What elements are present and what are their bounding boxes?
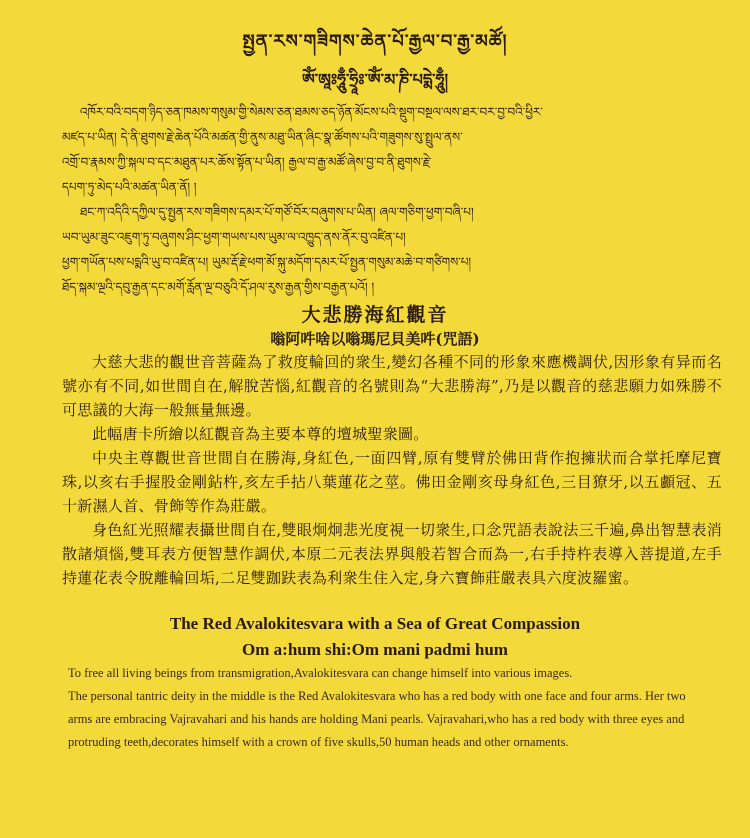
chinese-paragraph-1: 大慈大悲的觀世音菩薩為了救度輪回的衆生,變幻各種不同的形象來應機調伏,因形象有异而名號亦有不同,如世間自在,解脫苦惱,紅觀音的名號則為“大悲勝海”,乃是以觀音的慈悲願力如殊勝不可思議的大海一般無量無邊。 <box>62 353 722 419</box>
chinese-paragraph-3: 中央主尊觀世音世間自在勝海,身紅色,一面四臂,原有雙臂於佛田背作抱擁狀而合掌托摩尼寶珠,以亥右手握股金剛鉆杵,亥左手拈八葉蓮花之莖。佛田金剛亥母身紅色,三目獠牙,以五顱冠、五十新濕人首、骨飾等作為莊嚴。 <box>62 449 722 515</box>
tibetan-line: ཕྱག་གཡོན་པས་པདྨའི་ཡུ་བ་འཛིན་པ། ཡུམ་རྡོ་རྗེ་ཕག་མོ་སྐུ་མདོག་དམར་པོ་སྤྱན་གསུམ་མཆེ་བ་གཙིགས་པ། <box>62 255 472 269</box>
tibetan-title: སྤྱན་རས་གཟིགས་ཆེན་པོ་རྒྱལ་བ་རྒྱ་མཚོ། <box>242 31 508 52</box>
tibetan-line: ཡབ་ཡུམ་ཟུང་འཇུག་ཏུ་བཞུགས་ཤིང་ཕྱག་གཡས་པས་ཡུམ་ལ་འཁྱུད་ནས་ནོར་བུ་འཛིན་པ། <box>62 230 406 244</box>
tibetan-line: ཐང་ཀ་འདིའི་དཀྱིལ་དུ་སྤྱན་རས་གཟིགས་དམར་པོ་གཙོ་བོར་བཞུགས་པ་ཡིན། ཞལ་གཅིག་ཕྱག་བཞི་པ། <box>80 205 474 219</box>
english-mantra: Om a:hum shi:Om mani padmi hum <box>242 640 508 659</box>
english-title: The Red Avalokitesvara with a Sea of Great Compassion <box>169 614 581 633</box>
tibetan-line: འཁོར་བའི་བདག་ཉིད་ཅན་ཁམས་གསུམ་གྱི་སེམས་ཅན་ཐམས་ཅད་ཉོན་མོངས་པའི་སྡུག་བསྔལ་ལས་ཐར་བར་བྱ་བའི་ཕྱིར་ <box>80 105 543 119</box>
english-paragraph-2: The personal tantric deity in the middle is the Red Avalokitesvara who has a red body with one face and four arms. Her two arms are embracing Vajravahari and his hands are holding Mani pearls. Vajravahari,who has a red body with three eyes and protruding teeth,decorates himself with a crown of five skulls,50 human heads and other ornaments. <box>68 689 686 749</box>
english-paragraph-1: To free all living beings from transmigration,Avalokitesvara can change himself into various images. <box>68 666 573 680</box>
chinese-paragraph-2: 此幅唐卡所繪以紅觀音為主要本尊的壇城聖衆圖。 <box>92 425 429 443</box>
chinese-paragraph-4: 身色紅光照耀表攝世間自在,雙眼炯炯悲光度視一切衆生,口念咒語表說法三千遍,鼻出智慧表消散諸煩惱,雙耳表方便智慧作調伏,本原二元表法界與般若智合而為一,右手持杵表導入菩提道,左手持蓮花表令脫離輪回垢,二足雙跏趺表為利衆生住入定,身六寶飾莊嚴表具六度波羅蜜。 <box>62 521 722 587</box>
tibetan-paragraph-1 <box>62 100 702 200</box>
chinese-mantra: 嗡阿吽啥以嗡瑪尼貝美吽(咒語) <box>270 330 480 348</box>
tibetan-paragraph-2 <box>62 200 702 300</box>
tibetan-line: ཐོད་སྐམ་ལྔའི་དབུ་རྒྱན་དང་མགོ་རློན་ལྔ་བཅུའི་དོ་ཤལ་རུས་རྒྱན་གྱིས་བརྒྱན་པའོ། ། <box>62 280 375 294</box>
tibetan-line: དཔག་ཏུ་མེད་པའི་མཚན་ཡིན་ནོ། ། <box>62 180 197 194</box>
tibetan-mantra: ཨོཾ་ཨཱཿཧཱུྃ་ཧྲཱིཿ་ཨོཾ་མ་ཎི་པདྨེ་ཧཱུྃ། <box>301 70 449 89</box>
tibetan-line: མཛད་པ་ཡིན། དེ་ནི་ཐུགས་རྗེ་ཆེན་པོའི་མཚན་གྱི་ནུས་མཐུ་ཡིན་ཞིང་སྣ་ཚོགས་པའི་གཟུགས་སུ་སྤྲུལ་ནས་ <box>62 130 463 144</box>
tibetan-line: འགྲོ་བ་རྣམས་ཀྱི་སྐལ་བ་དང་མཐུན་པར་ཆོས་སྟོན་པ་ཡིན། རྒྱལ་བ་རྒྱ་མཚོ་ཞེས་བྱ་བ་ནི་ཐུགས་རྗེ་ <box>62 155 432 169</box>
chinese-title: 大悲勝海紅觀音 <box>301 304 449 326</box>
